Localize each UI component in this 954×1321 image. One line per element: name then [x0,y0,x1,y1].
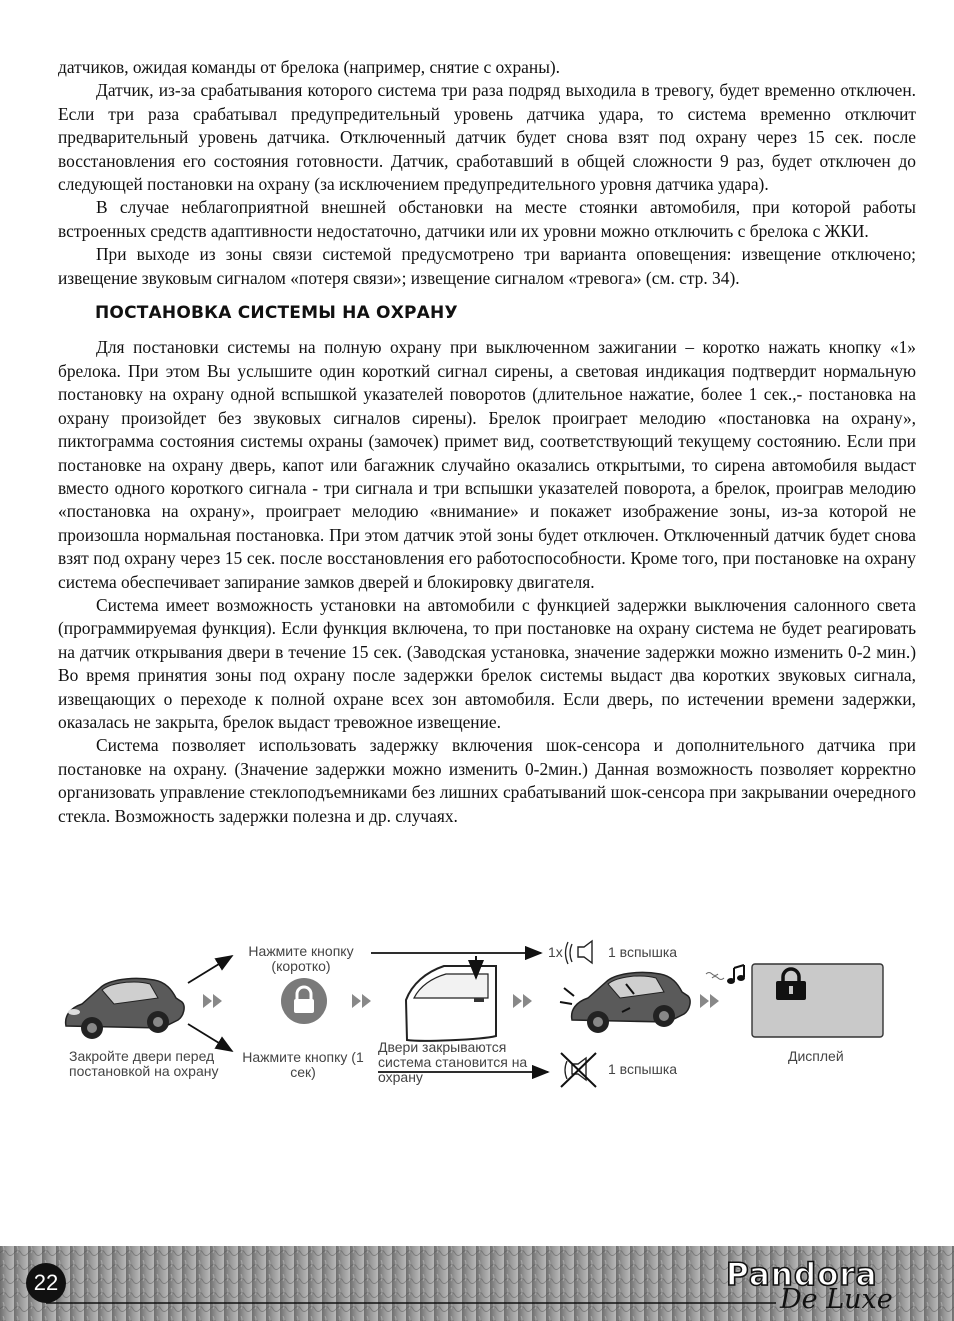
siren-muted-icon [561,1053,596,1087]
main-paragraphs [58,336,916,828]
press-short-label: Нажмите кнопку (коротко) [248,943,354,974]
car-flashing-icon [560,972,690,1033]
section-heading: ПОСТАНОВКА СИСТЕМЫ НА ОХРАНУ [95,303,458,324]
paragraph: В случае неблагоприятной внешней обстановки на месте стоянки автомобиля, при которой работы встроенных средств адаптивности недостаточно, датчики или их уровни можно отключить с брелока с ЖКИ. [58,197,916,241]
paragraph: Система имеет возможность установки на автомобили с функцией задержки выключения салонного света (программируемая функция). Если функция включена, то при постановке на охрану система не будет реагировать на датчик открывания двери в течение 15 сек. (Заводская установка, значение задержки можно изменить 0-2 мин.) Во время принятия зоны под охрану после задержки брелок системы выдаст два коротких звуковых сигнала, извещающих о переходе к полной охране всех зон автомобиля. Если дверь, по истечении времени задержки, оказалась не закрыта, брелок выдаст тревожное извещение. [58,594,916,732]
siren-count-label: 1x [548,944,563,960]
intro-paragraphs [58,56,916,290]
display-label: Дисплей [788,1048,844,1064]
car-door-icon [406,956,496,1041]
doors-closing-label: Двери закрываются система становится на охрану [378,1039,528,1085]
brand-logo: Pandora [726,1257,878,1293]
display-screen [752,964,883,1037]
flash-top-label: 1 вспышка [608,944,678,960]
siren-icon [566,941,593,964]
paragraph: датчиков, ожидая команды от брелока (например, снятие с охраны). [58,57,561,77]
music-note-icon [706,965,745,984]
brand-subtitle: De Luxe [780,1284,893,1315]
paragraph: Система позволяет использовать задержку включения шок-сенсора и дополнительного датчика при постановке на охрану. (Значение задержки можно изменить 0-2мин.) Данная возможность позволяет корректно организовать управление стеклоподъемниками без лишних срабатываний шок-сенсора при закрывании очередного стекла. Возможность задержки полезна и др. случаях. [58,735,916,826]
car-icon [66,978,184,1039]
paragraph: Датчик, из-за срабатывания которого система три раза подряд выходила в тревогу, будет временно отключен. Если три раза срабатывал предупредительный уровень датчика удара, то система временно отключит предварительный уровень датчика. Отключенный датчик будет снова взят под охрану через 15 сек. после восстановления его состояния готовности. Датчик, сработавший в общей сложности 9 раз, будет отключен до следующей постановки на охрану (за исключением предупредительного уровня датчика удара). [58,80,916,195]
page-text [58,56,916,828]
close-doors-label: Закройте двери перед постановкой на охрану [69,1048,219,1079]
paragraph: При выходе из зоны связи системой предусмотрено три варианта оповещения: извещение отключено; извещение звуковым сигналом «потеря связи»; извещение сигналом «тревога» (см. стр. 34). [58,244,916,288]
paragraph: Для постановки системы на полную охрану при выключенном зажигании – коротко нажать кнопку «1» брелока. При этом Вы услышите один короткий сигнал сирены, а световая индикация подтвердит нормальную постановку на охрану одной вспышкой указателей поворотов (длительное нажатие, более 1 сек.,- постановка на охрану произойдет без звуковых сигналов сирены). Брелок проиграет мелодию «постановка на охрану», пиктограмма состояния системы охраны (замочек) примет вид, соответствующий текущему состоянию. Если при постановке на охрану дверь, капот или багажник случайно оказались открытыми, то сирена автомобиля выдаст вместо одного короткого сигнала - три сигнала и три вспышки указателей поворота, а брелок, проиграв мелодию «постановка на охрану», проиграет мелодию «внимание» и покажет изображение зоны, из-за которой не произошла нормальная постановка. При этом датчик этой зоны будет отключен. Отключенный датчик будет снова взят под охрану через 15 сек. после восстановления его работоспособности. Кроме того, при постановке на охрану система обеспечивает запирание замков дверей и блокировку двигателя. [58,337,916,592]
flash-bottom-label: 1 вспышка [608,1061,678,1077]
lock-button-icon [281,978,327,1024]
page-number: 22 [26,1263,66,1303]
press-long-label: Нажмите кнопку (1 сек) [242,1049,364,1080]
